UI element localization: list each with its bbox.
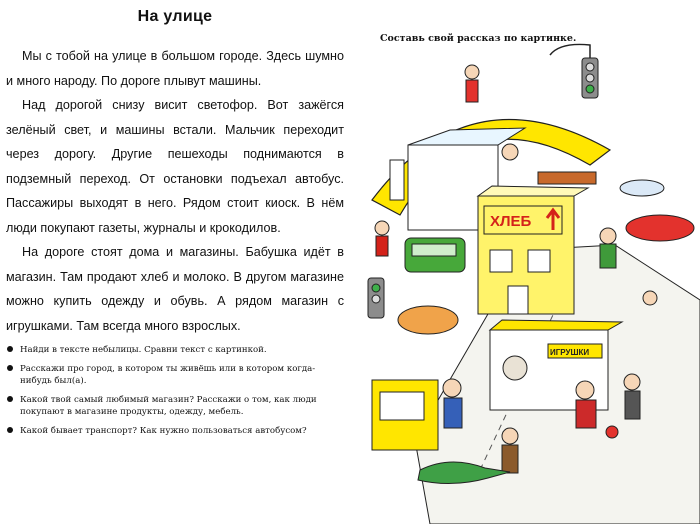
task-item [6,344,344,357]
awning [538,172,596,184]
paragraph-1: Мы с тобой на улице в большом городе. Здесь шумно и много народу. По дороге плывут машины. [6,49,344,88]
pedestrian-icon [643,291,657,305]
bakery-roof [478,186,588,196]
man-icon [624,374,640,390]
grandmother-icon [600,228,616,244]
orange-car-icon [398,306,458,334]
traffic-light-pole [550,44,590,58]
shopkeeper-icon [502,144,518,160]
task-list [6,344,344,438]
task-text: Расскажи про город, в котором ты живёшь или в котором когда-нибудь был(а). [20,363,316,387]
bakery-window [528,250,550,272]
street-illustration [360,0,700,524]
task-text: Найди в тексте небылицы. Сравни текст с картинкой. [20,345,267,355]
bakery-door [508,286,528,314]
kiosk-window [380,392,424,420]
teddy-bear-icon [503,356,527,380]
bakery-window [490,250,512,272]
grandmother-icon [576,381,594,399]
red-car-icon [626,215,694,241]
puddle-icon [620,180,664,196]
toy-shop-sign: ИГРУШКИ [550,348,590,357]
task-text: Какой твой самый любимый магазин? Расскажи о том, как люди покупают в магазине продукты, одежду, мебель. [20,394,317,418]
pedestrian-icon [465,65,479,79]
paragraph-3: На дороге стоят дома и магазины. Бабушка идёт в магазин. Там продают хлеб и молоко. В другом магазине можно купить одежду и обувь. А рядом магазин с игрушками. Там всегда много взрослых. [6,245,344,333]
page-title: На улице [137,8,213,25]
arch-pillar-left [390,160,404,200]
ball-icon [606,426,618,438]
toy-shop-roof [490,320,622,330]
paragraph-2: Над дорогой снизу висит светофор. Вот зажёгся зелёный свет, и машины встали. Мальчик переходит через дорогу. Другие пешеходы поднимаются в подземный переход. От остановки подъехал автобус. Пассажиры выходят в него. Рядом стоит киоск. В нём люди покупают газеты, журналы и крокодилов. [6,98,344,235]
bakery-sign: ХЛЕБ [490,213,532,230]
task-item [6,363,344,388]
clothes-shop-roof [408,128,525,145]
pedestrian-icon [375,221,389,235]
illustration-caption: Составь свой рассказ по картинке. [380,33,577,44]
task-text: Какой бывает транспорт? Как нужно пользоваться автобусом? [20,425,307,436]
task-item [6,425,344,438]
illustration-panel [360,0,700,524]
task-item [6,394,344,419]
text-column [6,8,344,444]
man-icon [443,379,461,397]
man-icon [502,428,518,444]
